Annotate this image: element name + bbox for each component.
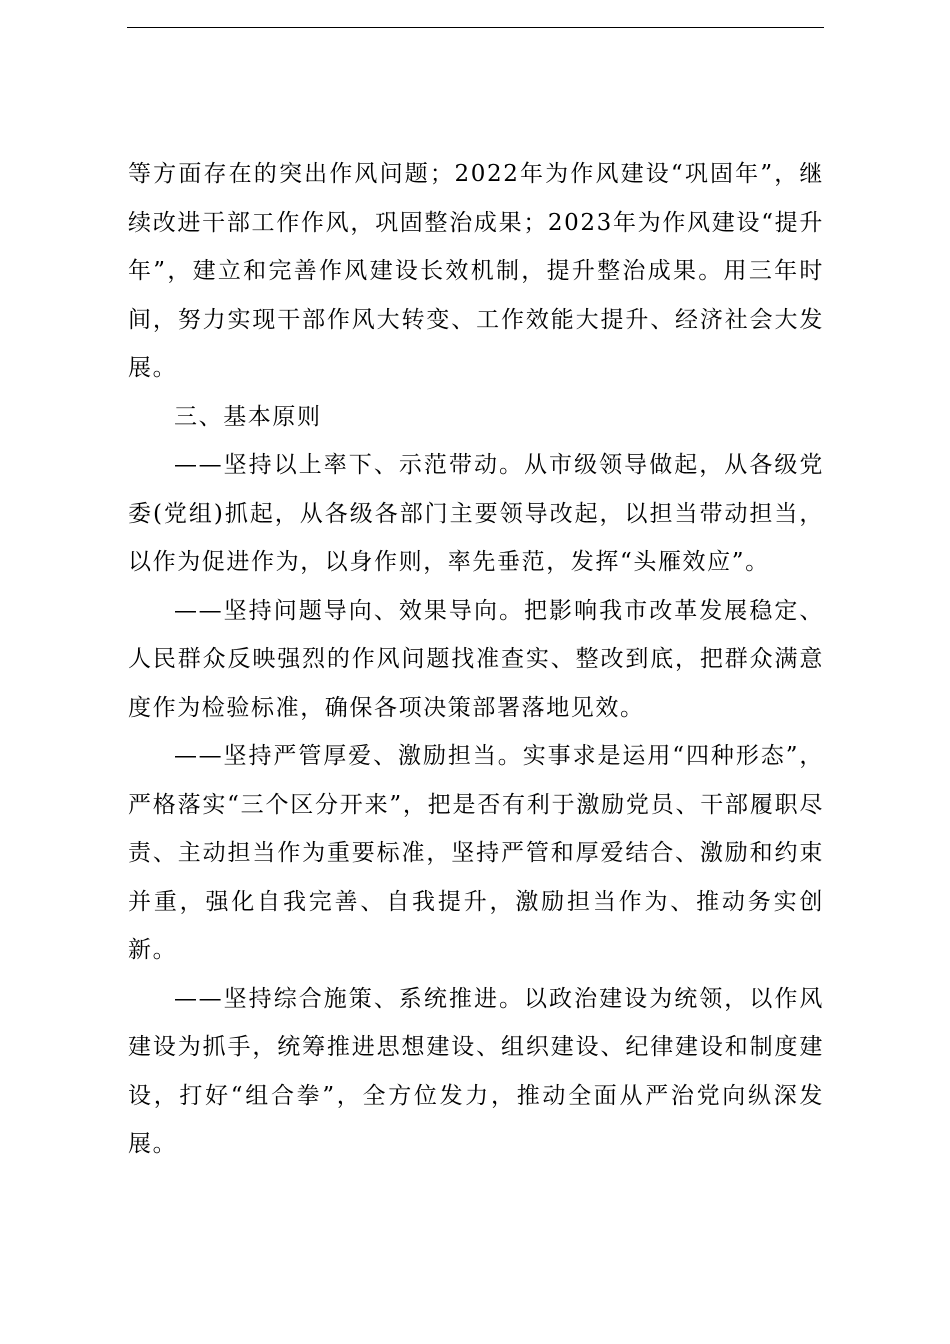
paragraph-principle-lead-by-example: ——坚持以上率下、示范带动。从市级领导做起，从各级党委(党组)抓起，从各级各部门主要领导改起，以担当带动担当，以作为促进作为，以身作则，率先垂范，发挥“头雁效应”。 (128, 452, 824, 575)
section-heading-basic-principles: 三、基本原则 (174, 403, 322, 430)
paragraph-principle-comprehensive-measures: ——坚持综合施策、系统推进。以政治建设为统领，以作风建设为抓手，统筹推进思想建设、组织建设、纪律建设和制度建设，打好“组合拳”，全方位发力，推动全面从严治党向纵深发展。 (128, 985, 824, 1157)
document-body (128, 150, 824, 1169)
paragraph-principle-problem-oriented: ——坚持问题导向、效果导向。把影响我市改革发展稳定、人民群众反映强烈的作风问题找准查实、整改到底，把群众满意度作为检验标准，确保各项决策部署落地见效。 (128, 597, 824, 721)
paragraph-work-style-goals: 等方面存在的突出作风问题；2022年为作风建设“巩固年”，继续改进干部工作作风，巩固整治成果；2023年为作风建设“提升年”，建立和完善作风建设长效机制，提升整治成果。用三年时间，努力实现干部作风大转变、工作效能大提升、经济社会大发展。 (128, 161, 824, 381)
header-rule (127, 27, 824, 28)
paragraph-principle-strict-management: ——坚持严管厚爱、激励担当。实事求是运用“四种形态”，严格落实“三个区分开来”，把是否有利于激励党员、干部履职尽责、主动担当作为重要标准，坚持严管和厚爱结合、激励和约束并重，强化自我完善、自我提升，激励担当作为、推动务实创新。 (128, 743, 824, 963)
